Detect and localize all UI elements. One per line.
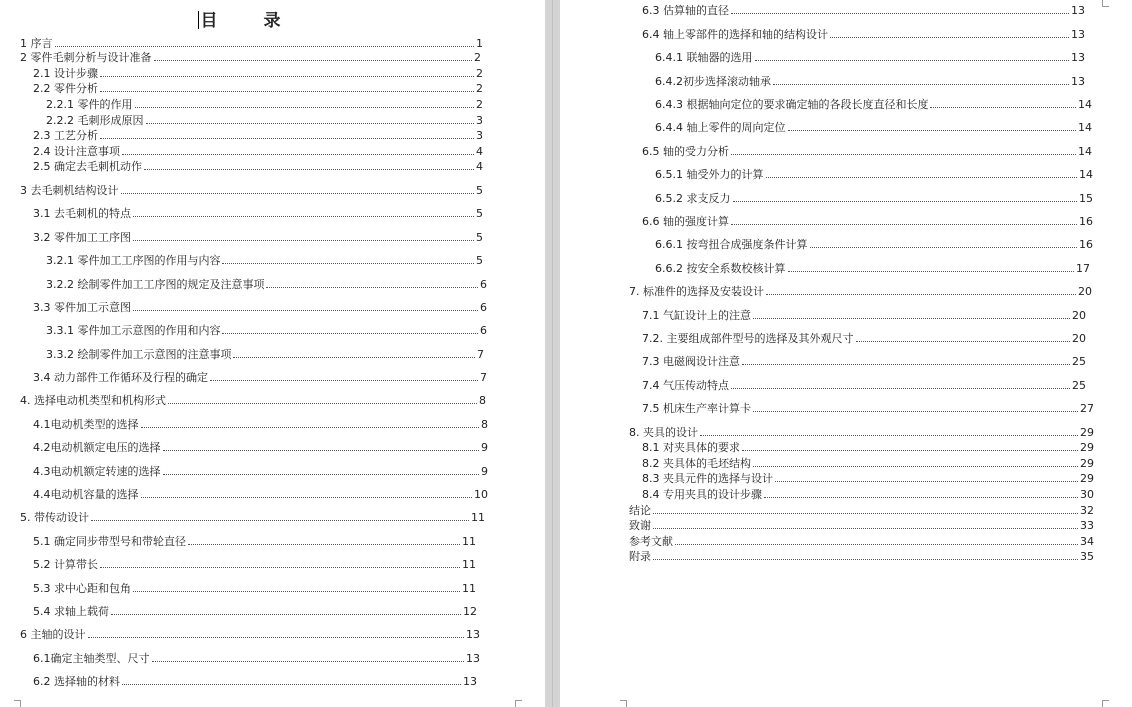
toc-entry[interactable] [33, 230, 483, 243]
toc-entry-label: 6.1确定主轴类型、尺寸 [33, 652, 150, 665]
toc-entry[interactable] [629, 284, 1092, 297]
toc-entry-page: 3 [476, 129, 483, 142]
toc-entry-page: 5 [476, 254, 483, 267]
toc-entry-page: 14 [1078, 121, 1092, 134]
toc-entry[interactable] [33, 300, 487, 313]
toc-entry-page: 20 [1072, 309, 1086, 322]
toc-entry-label: 3.3.1 零件加工示意图的作用和内容 [46, 324, 221, 337]
toc-dot-leader [168, 393, 477, 404]
toc-entry[interactable] [655, 74, 1085, 87]
toc-dot-leader [764, 487, 1078, 498]
toc-entry[interactable] [33, 66, 483, 79]
toc-entry-label: 4. 选择电动机类型和机构形式 [20, 394, 166, 407]
toc-dot-leader [830, 27, 1069, 38]
toc-entry-page: 14 [1078, 98, 1092, 111]
page-corner-mark [14, 700, 21, 707]
page-corner-mark [620, 700, 627, 707]
toc-left-column [0, 0, 545, 707]
toc-dot-leader [210, 370, 478, 381]
toc-dot-leader [222, 253, 474, 264]
toc-entry[interactable] [20, 393, 486, 406]
toc-entry-label: 7.5 机床生产率计算卡 [642, 402, 751, 415]
toc-dot-leader [91, 510, 469, 521]
toc-entry[interactable] [629, 425, 1094, 438]
toc-dot-leader [100, 66, 474, 77]
toc-dot-leader [766, 167, 1078, 178]
toc-entry-label: 2.1 设计步骤 [33, 67, 98, 80]
toc-dot-leader [731, 3, 1069, 14]
toc-dot-leader [163, 464, 480, 475]
toc-dot-leader [133, 206, 474, 217]
toc-entry-page: 29 [1080, 441, 1094, 454]
toc-entry-page: 11 [462, 582, 476, 595]
toc-entry[interactable] [46, 97, 483, 110]
toc-entry[interactable] [655, 97, 1092, 110]
toc-entry-page: 4 [476, 160, 483, 173]
toc-entry-label: 8.4 专用夹具的设计步骤 [642, 488, 762, 501]
toc-entry-label: 4.1电动机类型的选择 [33, 418, 139, 431]
toc-dot-leader [773, 74, 1069, 85]
toc-entry-label: 6.4.4 轴上零件的周向定位 [655, 121, 786, 134]
toc-entry-label: 8.1 对夹具体的要求 [642, 441, 740, 454]
toc-entry-label: 3.3 零件加工示意图 [33, 301, 131, 314]
toc-entry-page: 17 [1076, 262, 1090, 275]
toc-entry-label: 3 去毛刺机结构设计 [20, 184, 119, 197]
toc-dot-leader [733, 191, 1078, 202]
toc-entry[interactable] [33, 128, 483, 141]
toc-dot-leader [146, 113, 475, 124]
toc-entry[interactable] [33, 534, 476, 547]
toc-entry[interactable] [642, 27, 1085, 40]
toc-dot-leader [141, 417, 480, 428]
toc-entry-label: 3.2 零件加工工序图 [33, 231, 131, 244]
toc-entry[interactable] [20, 36, 483, 49]
toc-entry[interactable] [655, 120, 1092, 133]
toc-entry[interactable] [33, 206, 483, 219]
toc-dot-leader [133, 300, 478, 311]
toc-entry-page: 27 [1080, 402, 1094, 415]
toc-dot-leader [266, 277, 478, 288]
toc-entry-label: 6.4.1 联轴器的选用 [655, 51, 753, 64]
toc-dot-leader [133, 581, 460, 592]
toc-entry-label: 1 序言 [20, 37, 53, 50]
toc-title: 目 录 [0, 6, 480, 31]
toc-entry-page: 29 [1080, 472, 1094, 485]
toc-entry[interactable] [642, 308, 1086, 321]
toc-entry[interactable] [20, 183, 483, 196]
toc-entry-label: 4.4电动机容量的选择 [33, 488, 139, 501]
toc-entry-page: 20 [1072, 332, 1086, 345]
toc-entry-label: 5.3 求中心距和包角 [33, 582, 131, 595]
toc-dot-leader [122, 144, 474, 155]
toc-entry-label: 2.2.1 零件的作用 [46, 98, 133, 111]
toc-entry[interactable] [642, 144, 1092, 157]
toc-entry[interactable] [655, 167, 1093, 180]
toc-entry[interactable] [33, 417, 488, 430]
toc-entry-page: 6 [480, 324, 487, 337]
toc-entry-page: 7 [477, 348, 484, 361]
toc-entry[interactable] [642, 354, 1086, 367]
toc-entry[interactable] [33, 581, 476, 594]
toc-entry[interactable] [46, 253, 483, 266]
toc-entry-page: 2 [476, 82, 483, 95]
toc-dot-leader [111, 604, 461, 615]
toc-entry-page: 13 [1071, 4, 1085, 17]
toc-entry-label: 7.2. 主要组成部件型号的选择及其外观尺寸 [642, 332, 854, 345]
toc-entry[interactable] [46, 347, 484, 360]
toc-dot-leader [731, 378, 1070, 389]
toc-entry-page: 4 [476, 145, 483, 158]
toc-entry-label: 3.1 去毛刺机的特点 [33, 207, 131, 220]
toc-entry-page: 6 [480, 278, 487, 291]
toc-dot-leader [775, 471, 1078, 482]
toc-entry-page: 15 [1079, 192, 1093, 205]
toc-dot-leader [731, 144, 1076, 155]
toc-entry-page: 8 [479, 394, 486, 407]
toc-entry-page: 35 [1080, 550, 1094, 563]
toc-entry-page: 30 [1080, 488, 1094, 501]
toc-entry-page: 2 [476, 98, 483, 111]
toc-entry-page: 6 [480, 301, 487, 314]
toc-entry[interactable] [20, 627, 480, 640]
toc-entry[interactable] [629, 503, 1094, 516]
toc-entry-label: 7.3 电磁阀设计注意 [642, 355, 740, 368]
toc-entry-label: 2.2.2 毛刺形成原因 [46, 114, 144, 127]
toc-entry-label: 6.6 轴的强度计算 [642, 215, 729, 228]
toc-entry[interactable] [642, 331, 1086, 344]
toc-entry-label: 8. 夹具的设计 [629, 426, 698, 439]
toc-entry-label: 2.5 确定去毛刺机动作 [33, 160, 142, 173]
toc-entry-label: 附录 [629, 550, 651, 563]
toc-entry-page: 10 [474, 488, 488, 501]
toc-entry-page: 13 [1071, 51, 1085, 64]
toc-entry-page: 25 [1072, 379, 1086, 392]
toc-dot-leader [100, 81, 474, 92]
toc-entry-page: 13 [1071, 75, 1085, 88]
toc-entry-label: 4.3电动机额定转速的选择 [33, 465, 161, 478]
toc-entry-label: 6.5.1 轴受外力的计算 [655, 168, 764, 181]
page-corner-mark [515, 700, 522, 707]
toc-dot-leader [742, 354, 1070, 365]
toc-entry-page: 29 [1080, 457, 1094, 470]
toc-entry[interactable] [33, 674, 477, 687]
toc-entry-page: 5 [476, 207, 483, 220]
toc-dot-leader [55, 36, 475, 47]
toc-entry[interactable] [33, 487, 488, 500]
toc-dot-leader [753, 401, 1078, 412]
toc-dot-leader [135, 97, 475, 108]
toc-dot-leader [133, 230, 474, 241]
toc-entry-page: 8 [481, 418, 488, 431]
toc-dot-leader [100, 557, 460, 568]
toc-entry[interactable] [642, 471, 1094, 484]
toc-entry-label: 8.2 夹具体的毛坯结构 [642, 457, 751, 470]
toc-entry-label: 5.2 计算带长 [33, 558, 98, 571]
toc-entry-page: 13 [1071, 28, 1085, 41]
toc-entry-label: 结论 [629, 504, 651, 517]
toc-entry[interactable] [655, 261, 1090, 274]
toc-entry-label: 6.5.2 求支反力 [655, 192, 731, 205]
toc-entry-page: 11 [462, 558, 476, 571]
toc-dot-leader [755, 50, 1070, 61]
toc-entry-page: 9 [481, 441, 488, 454]
toc-entry-page: 20 [1078, 285, 1092, 298]
toc-entry[interactable] [642, 456, 1094, 469]
toc-entry[interactable] [20, 50, 481, 63]
toc-entry-label: 2.4 设计注意事项 [33, 145, 120, 158]
toc-entry-page: 5 [476, 231, 483, 244]
toc-entry-page: 2 [474, 51, 481, 64]
toc-entry[interactable] [33, 370, 487, 383]
toc-entry-label: 3.3.2 绘制零件加工示意图的注意事项 [46, 348, 232, 361]
toc-entry-page: 34 [1080, 535, 1094, 548]
toc-entry-page: 7 [480, 371, 487, 384]
page-divider [552, 0, 553, 707]
toc-entry-page: 11 [462, 535, 476, 548]
toc-entry-label: 4.2电动机额定电压的选择 [33, 441, 161, 454]
toc-entry-label: 6.6.1 按弯扭合成强度条件计算 [655, 238, 808, 251]
toc-entry[interactable] [642, 440, 1094, 453]
page-right [560, 0, 1132, 707]
page-left [0, 0, 545, 707]
toc-entry-label: 致谢 [629, 519, 651, 532]
toc-entry-page: 13 [466, 652, 480, 665]
toc-entry[interactable] [642, 378, 1086, 391]
toc-dot-leader [753, 308, 1070, 319]
toc-entry-label: 2.2 零件分析 [33, 82, 98, 95]
toc-entry-page: 16 [1079, 215, 1093, 228]
toc-entry-page: 25 [1072, 355, 1086, 368]
toc-right-column [560, 0, 1132, 707]
toc-dot-leader [144, 159, 474, 170]
toc-entry-label: 7.4 气压传动特点 [642, 379, 729, 392]
toc-entry-page: 14 [1078, 145, 1092, 158]
toc-entry-label: 6 主轴的设计 [20, 628, 86, 641]
toc-entry[interactable] [642, 214, 1093, 227]
toc-entry-label: 3.2.2 绘制零件加工工序图的规定及注意事项 [46, 278, 265, 291]
toc-entry[interactable] [642, 487, 1094, 500]
toc-entry[interactable] [46, 277, 487, 290]
toc-dot-leader [121, 183, 475, 194]
toc-entry-label: 7.1 气缸设计上的注意 [642, 309, 751, 322]
toc-entry[interactable] [33, 557, 476, 570]
toc-entry-page: 1 [476, 37, 483, 50]
toc-dot-leader [700, 425, 1078, 436]
toc-entry-page: 13 [466, 628, 480, 641]
toc-dot-leader [152, 651, 465, 662]
toc-entry[interactable] [655, 237, 1093, 250]
toc-dot-leader [810, 237, 1078, 248]
toc-entry-label: 6.4 轴上零部件的选择和轴的结构设计 [642, 28, 828, 41]
toc-entry-page: 11 [471, 511, 485, 524]
toc-entry-page: 3 [476, 114, 483, 127]
toc-dot-leader [122, 674, 461, 685]
toc-entry[interactable] [655, 191, 1093, 204]
toc-dot-leader [100, 128, 474, 139]
toc-entry-label: 3.2.1 零件加工工序图的作用与内容 [46, 254, 221, 267]
toc-entry[interactable] [629, 549, 1094, 562]
toc-dot-leader [766, 284, 1076, 295]
toc-entry[interactable] [629, 534, 1094, 547]
toc-dot-leader [675, 534, 1078, 545]
toc-entry-label: 6.4.2初步选择滚动轴承 [655, 75, 771, 88]
toc-entry[interactable] [629, 518, 1094, 531]
toc-entry-page: 32 [1080, 504, 1094, 517]
toc-dot-leader [653, 518, 1078, 529]
toc-entry[interactable] [33, 651, 480, 664]
page-corner-mark [1102, 700, 1109, 707]
toc-dot-leader [188, 534, 460, 545]
toc-dot-leader [753, 456, 1078, 467]
toc-dot-leader [788, 120, 1077, 131]
toc-entry-label: 参考文献 [629, 535, 673, 548]
toc-entry-label: 6.2 选择轴的材料 [33, 675, 120, 688]
toc-entry-page: 14 [1079, 168, 1093, 181]
toc-entry[interactable] [33, 464, 488, 477]
toc-entry-page: 33 [1080, 519, 1094, 532]
toc-entry-label: 8.3 夹具元件的选择与设计 [642, 472, 773, 485]
toc-entry-label: 7. 标准件的选择及安装设计 [629, 285, 764, 298]
toc-entry-label: 6.6.2 按安全系数校核计算 [655, 262, 786, 275]
toc-entry-label: 6.3 估算轴的直径 [642, 4, 729, 17]
toc-dot-leader [788, 261, 1075, 272]
toc-entry[interactable] [33, 159, 483, 172]
toc-entry-page: 12 [463, 605, 477, 618]
toc-entry[interactable] [642, 401, 1094, 414]
toc-dot-leader [930, 97, 1076, 108]
toc-dot-leader [141, 487, 473, 498]
toc-entry[interactable] [642, 3, 1085, 16]
toc-entry-label: 2 零件毛刺分析与设计准备 [20, 51, 152, 64]
toc-entry-page: 13 [463, 675, 477, 688]
toc-entry-label: 6.5 轴的受力分析 [642, 145, 729, 158]
toc-entry[interactable] [33, 604, 477, 617]
toc-entry-page: 2 [476, 67, 483, 80]
toc-entry[interactable] [655, 50, 1085, 63]
toc-entry-label: 5.1 确定同步带型号和带轮直径 [33, 535, 186, 548]
toc-dot-leader [154, 50, 473, 61]
toc-entry-page: 16 [1079, 238, 1093, 251]
toc-entry-label: 3.4 动力部件工作循环及行程的确定 [33, 371, 208, 384]
toc-dot-leader [653, 549, 1078, 560]
toc-entry[interactable] [46, 113, 483, 126]
toc-entry-label: 5. 带传动设计 [20, 511, 89, 524]
toc-entry[interactable] [33, 440, 488, 453]
toc-entry-label: 2.3 工艺分析 [33, 129, 98, 142]
toc-entry[interactable] [33, 144, 483, 157]
toc-entry-page: 5 [476, 184, 483, 197]
toc-dot-leader [233, 347, 475, 358]
toc-dot-leader [653, 503, 1078, 514]
toc-entry[interactable] [46, 323, 487, 336]
toc-entry-page: 29 [1080, 426, 1094, 439]
toc-entry-label: 6.4.3 根据轴向定位的要求确定轴的各段长度直径和长度 [655, 98, 929, 111]
toc-entry[interactable] [33, 81, 483, 94]
toc-entry[interactable] [20, 510, 485, 523]
toc-entry-label: 5.4 求轴上载荷 [33, 605, 109, 618]
toc-dot-leader [222, 323, 478, 334]
toc-dot-leader [856, 331, 1071, 342]
toc-dot-leader [88, 627, 465, 638]
toc-entry-page: 9 [481, 465, 488, 478]
toc-dot-leader [742, 440, 1078, 451]
toc-dot-leader [731, 214, 1077, 225]
toc-dot-leader [163, 440, 480, 451]
